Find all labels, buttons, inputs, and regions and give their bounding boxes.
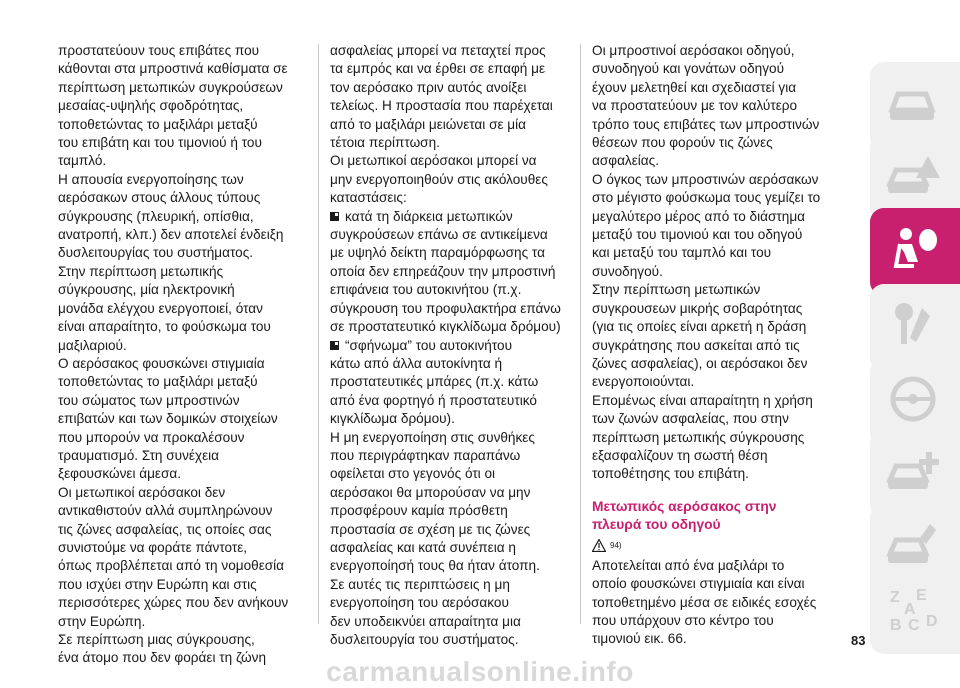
- svg-text:A: A: [904, 601, 916, 618]
- text-line-content: τοποθετώντας το μαξιλάρι μεταξύ: [58, 116, 258, 132]
- text-line: [592, 594, 824, 612]
- text-line: [592, 630, 824, 648]
- svg-text:D: D: [926, 613, 938, 630]
- text-line: [592, 300, 824, 318]
- text-line: [58, 300, 306, 318]
- text-line: [58, 355, 306, 373]
- text-line-content: τελείως. Η προστασία που παρέχεται: [330, 98, 553, 114]
- text-line: [58, 116, 306, 134]
- text-line: [58, 97, 306, 115]
- text-line: [330, 300, 578, 318]
- text-line-content: Σε αυτές τις περιπτώσεις η μη: [330, 576, 510, 592]
- text-line: [592, 208, 824, 226]
- text-line: [58, 79, 306, 97]
- text-line-content: καταστάσεις:: [330, 190, 407, 206]
- text-line-content: έχουν μελετηθεί και σχεδιαστεί για: [592, 79, 797, 95]
- text-line-content: σύγκρουσης, μία ηλεκτρονική: [58, 282, 235, 298]
- text-line-content: συγκρούσεων επάνω σε αντικείμενα: [330, 227, 548, 243]
- text-line: [58, 281, 306, 299]
- text-line-content: τρόπο τους επιβάτες των μπροστινών: [592, 116, 820, 132]
- text-line-content: προστατεύουν τους επιβάτες που: [58, 43, 260, 58]
- text-line: [58, 373, 306, 391]
- text-line: [330, 281, 578, 299]
- text-line: [592, 392, 824, 410]
- text-line-content: “σφήνωμα” του αυτοκινήτου: [345, 337, 513, 353]
- text-line-content: μεγαλύτερο μέρος από το διάστημα: [592, 208, 806, 224]
- text-line-content: Οι μπροστινοί αερόσακοι οδηγού,: [592, 43, 795, 58]
- text-line-content: περίπτωση μετωπικών συγκρούσεων: [58, 79, 283, 95]
- text-line: [592, 42, 824, 60]
- text-line-content: σε προστατευτικό κιγκλίδωμα δρόμου): [330, 319, 561, 335]
- text-line-content: Σε περίπτωση μιας σύγκρουσης,: [58, 632, 255, 647]
- text-line-content: ανατροπή, κλπ.) δεν αποτελεί ένδειξη: [58, 227, 284, 243]
- text-line-content: σύγκρουση του προφυλακτήρα επάνω: [330, 300, 561, 316]
- paragraph-group: [592, 557, 824, 649]
- text-line-content: τις ζώνες ασφαλείας, τις οποίες σας: [58, 521, 272, 537]
- text-line: [58, 521, 306, 539]
- text-line: [330, 465, 578, 483]
- text-line: [58, 263, 306, 281]
- text-line: [58, 244, 306, 262]
- text-line: [592, 134, 824, 152]
- paragraph-group: [592, 42, 824, 484]
- text-line-content: τοποθέτησης του επιβάτη.: [592, 466, 749, 482]
- text-line: [592, 189, 824, 207]
- text-line-content: τα εμπρός και να έρθει σε επαφή με: [330, 61, 546, 77]
- text-line: [58, 429, 306, 447]
- warning-reference: [592, 537, 824, 555]
- text-line: [330, 539, 578, 557]
- airbag-seat-icon: [886, 222, 944, 280]
- svg-text:C: C: [908, 617, 920, 634]
- text-line: [330, 42, 578, 60]
- bullet-square-icon: [330, 212, 339, 221]
- text-line: [592, 244, 824, 262]
- text-line-content: αερόσακοι θα μπορούσαν να μην: [330, 484, 531, 500]
- text-line-content: ενεργοποίηση του αερόσακου: [330, 595, 509, 611]
- text-line-content: όπως προβλέπεται από τη νομοθεσία: [58, 558, 285, 574]
- text-line-content: αντικαθιστούν αλλά συμπληρώνουν: [58, 503, 273, 519]
- tab-index[interactable]: [870, 566, 960, 654]
- text-line-content: κατά τη διάρκεια μετωπικών: [345, 208, 513, 224]
- text-line-content: Επομένως είναι απαραίτητη η χρήση: [592, 392, 813, 408]
- text-line: [330, 429, 578, 447]
- text-line-content: τον αερόσακο πριν αυτός ανοίξει: [330, 79, 527, 95]
- svg-text:B: B: [890, 617, 902, 634]
- text-line-content: επιβατών και των δομικών στοιχείων: [58, 411, 278, 427]
- text-line: [330, 244, 578, 262]
- text-line: [330, 263, 578, 281]
- text-line-content: συγκρουσεων μικρής σοβαρότητας: [592, 300, 803, 316]
- text-line: [330, 502, 578, 520]
- text-line: [58, 465, 306, 483]
- text-line-content: ασφαλείας μπορεί να πεταχτεί προς: [330, 43, 546, 58]
- text-line: [330, 373, 578, 391]
- text-line: [330, 631, 578, 649]
- text-line-content: ταμπλό.: [58, 153, 107, 169]
- text-line-content: Στην περίπτωση μετωπικών: [592, 282, 761, 298]
- text-line: [592, 281, 824, 299]
- text-line-content: θέσεων που φορούν τις ζώνες: [592, 135, 773, 151]
- text-line: [58, 410, 306, 428]
- text-line-content: Η απουσία ενεργοποίησης των: [58, 171, 244, 187]
- text-line: [58, 392, 306, 410]
- text-line-content: από το μαξιλάρι μειώνεται σε μία: [330, 116, 527, 132]
- text-line: [330, 226, 578, 244]
- text-line: [592, 557, 824, 575]
- text-line: [330, 152, 578, 170]
- text-line-content: μονάδα ελέγχου ενεργοποιεί, όταν: [58, 300, 263, 316]
- bullet-item-2: [330, 337, 578, 429]
- steering-wheel-icon: [886, 372, 940, 426]
- text-line: [58, 539, 306, 557]
- text-line: [330, 97, 578, 115]
- column-divider: [318, 44, 319, 624]
- text-line-content: τοποθετημένο μέσα σε ειδικές εσοχές: [592, 594, 817, 610]
- text-line-content: προστατευτικές μπάρες (π.χ. κάτω: [330, 374, 539, 390]
- text-line: [58, 60, 306, 78]
- text-line: [592, 429, 824, 447]
- text-line-content: των ζωνών ασφαλείας, που στην: [592, 411, 789, 427]
- text-line: [330, 60, 578, 78]
- text-line-content: στο μέγιστο φούσκωμα τους γεμίζει το: [592, 190, 821, 206]
- text-line: [592, 226, 824, 244]
- text-line-content: (για τις οποίες είναι αρκετή η δράση: [592, 319, 807, 335]
- car-service-icon: [886, 444, 940, 498]
- text-line: [330, 447, 578, 465]
- text-line-content: συνοδηγού.: [592, 263, 663, 279]
- text-line: [330, 484, 578, 502]
- paragraph-group: [330, 42, 578, 208]
- text-line: [58, 502, 306, 520]
- text-line-content: οποία δεν επηρεάζουν την μπροστινή: [330, 263, 556, 279]
- text-line-content: κάθονται στα μπροστινά καθίσματα σε: [58, 61, 288, 77]
- text-line-content: να προστατεύουν με τον καλύτερο: [592, 98, 798, 114]
- section-heading: [592, 498, 824, 534]
- text-line: [330, 208, 578, 226]
- text-line: [58, 594, 306, 612]
- text-line-content: εξασφαλίζουν τη σωστή θέση: [592, 447, 768, 463]
- text-line: [592, 447, 824, 465]
- bullet-item-1: [330, 208, 578, 337]
- text-line: [58, 337, 306, 355]
- text-line: [592, 97, 824, 115]
- text-line-content: ξεφουσκώνει άμεσα.: [58, 466, 182, 482]
- text-line: [592, 337, 824, 355]
- text-line-content: που ισχύει στην Ευρώπη και στις: [58, 576, 257, 592]
- text-line-content: ζώνες ασφαλείας), οι αερόσακοι δεν: [592, 355, 808, 371]
- text-line: [330, 337, 578, 355]
- text-column-3: [592, 42, 824, 649]
- text-line-content: τιμονιού εικ. 66.: [592, 631, 687, 647]
- text-line: [330, 318, 578, 336]
- text-line: [592, 60, 824, 78]
- text-line-content: μεταξύ του τιμονιού και του οδηγού: [592, 227, 803, 243]
- text-line-content: δυσλειτουργίας του συστήματος.: [58, 245, 254, 261]
- text-line-content: Ο αερόσακος φουσκώνει στιγμιαία: [58, 355, 265, 371]
- section-heading-line: Μετωπικός αερόσακος στην: [592, 498, 777, 514]
- text-line-content: που περιγράφτηκαν παραπάνω: [330, 447, 521, 463]
- text-line-content: είναι απαραίτητο, το φούσκωμα του: [58, 319, 271, 335]
- text-line-content: επιφάνεια του αυτοκινήτου (π.χ.: [330, 282, 522, 298]
- text-line-content: Οι μετωπικοί αερόσακοι δεν: [58, 484, 226, 500]
- text-line: [58, 189, 306, 207]
- text-line-content: τραυματισμό. Στη συνέχεια: [58, 447, 220, 463]
- text-line-content: προστασία σε σχέση με τις ζώνες: [330, 521, 531, 537]
- text-line-content: μαξιλαριού.: [58, 337, 127, 353]
- text-column-2: [330, 42, 578, 649]
- text-line-content: του σώματος των μπροστινών: [58, 392, 240, 408]
- text-line: [592, 373, 824, 391]
- text-line-content: δεν υποδεικνύει απαραίτητα μια: [330, 613, 521, 629]
- text-line: [58, 557, 306, 575]
- text-line-content: περισσότερες χώρες που δεν ανήκουν: [58, 595, 289, 611]
- text-line-content: δυσλειτουργία του συστήματος.: [330, 632, 519, 647]
- text-line-content: Οι μετωπικοί αερόσακοι μπορεί να: [330, 153, 537, 169]
- text-line-content: τέτοια περίπτωση.: [330, 135, 440, 151]
- text-line: [330, 557, 578, 575]
- text-line: [58, 134, 306, 152]
- text-line-content: με υψηλό δείκτη παραμόρφωσης τα: [330, 245, 545, 261]
- text-line: [330, 410, 578, 428]
- text-line-content: αερόσακων στους άλλους τύπους: [58, 190, 261, 206]
- text-line-content: του επιβάτη και του τιμονιού ή του: [58, 135, 262, 151]
- text-line-content: ενεργοποιούνται.: [592, 374, 695, 390]
- text-line-content: κάτω από άλλα αυτοκίνητα ή: [330, 355, 503, 371]
- text-line-content: από ένα φορτηγό ή προστατευτικό: [330, 392, 537, 408]
- tab-safety[interactable]: [870, 208, 960, 296]
- text-line-content: ενεργοποίησή τους θα ήταν άτοπη.: [330, 558, 540, 574]
- svg-text:Z: Z: [890, 589, 900, 606]
- text-line: [592, 575, 824, 593]
- text-line-content: κιγκλίδωμα δρόμου).: [330, 411, 455, 427]
- text-line: [592, 355, 824, 373]
- section-heading-line: πλευρά του οδηγού: [592, 516, 721, 532]
- text-line-content: περίπτωση μετωπικής σύγκρουσης: [592, 429, 805, 445]
- alphabet-index-icon: [886, 580, 944, 638]
- text-line: [330, 79, 578, 97]
- text-line-content: σύγκρουσης (πλευρική, οπίσθια,: [58, 208, 254, 224]
- text-line: [330, 521, 578, 539]
- text-line-content: Ο όγκος των μπροστινών αερόσακων: [592, 171, 819, 187]
- text-line-content: συνιστούμε να φοράτε πάντοτε,: [58, 539, 248, 555]
- text-line-content: Η μη ενεργοποίηση στις συνθήκες: [330, 429, 535, 445]
- text-line: [330, 171, 578, 189]
- text-line: [330, 613, 578, 631]
- text-column-1: [58, 42, 306, 668]
- text-line: [330, 189, 578, 207]
- text-line: [592, 318, 824, 336]
- text-line-content: οφείλεται στο γεγονός ότι οι: [330, 466, 496, 482]
- text-line: [330, 594, 578, 612]
- text-line: [58, 208, 306, 226]
- text-line-content: που μπορούν να προκαλέσουν: [58, 429, 245, 445]
- text-line: [330, 355, 578, 373]
- text-line: [58, 42, 306, 60]
- text-line: [58, 152, 306, 170]
- text-line: [58, 576, 306, 594]
- text-line: [592, 171, 824, 189]
- car-warning-icon: [886, 148, 940, 202]
- warning-triangle-icon: [592, 539, 606, 552]
- text-line: [58, 226, 306, 244]
- text-line: [592, 263, 824, 281]
- text-line: [592, 152, 824, 170]
- text-line: [592, 465, 824, 483]
- car-key-icon: [886, 298, 940, 352]
- page-number: 83: [851, 633, 866, 648]
- text-line-content: που υπάρχουν στο κέντρο του: [592, 612, 774, 628]
- text-line: [58, 613, 306, 631]
- watermark: carmanualsonline.info: [326, 656, 634, 687]
- column-divider: [580, 44, 581, 624]
- text-line: [330, 392, 578, 410]
- text-line-content: τοποθετώντας το μαξιλάρι μεταξύ: [58, 374, 258, 390]
- text-line: [592, 410, 824, 428]
- text-line-content: οποίο φουσκώνει στιγμιαία και είναι: [592, 576, 805, 592]
- svg-text:E: E: [916, 587, 927, 604]
- text-line-content: Στην περίπτωση μετωπικής: [58, 263, 224, 279]
- text-line-content: μεσαίας-υψηλής σφοδρότητας,: [58, 98, 244, 114]
- text-line: [330, 576, 578, 594]
- text-line: [58, 447, 306, 465]
- car-dashboard-icon: [886, 76, 940, 130]
- text-line: [58, 171, 306, 189]
- car-tools-icon: [886, 518, 940, 572]
- text-line-content: συνοδηγού και γονάτων οδηγού: [592, 61, 785, 77]
- text-line-content: και μεταξύ του ταμπλό και του: [592, 245, 772, 261]
- text-line-content: ασφαλείας και κατά συνέπεια η: [330, 539, 516, 555]
- text-line: [330, 116, 578, 134]
- text-line: [58, 318, 306, 336]
- text-line-content: Αποτελείται από ένα μαξιλάρι το: [592, 557, 785, 573]
- warning-note-number: 94): [610, 540, 622, 550]
- text-line-content: συγκράτησης που ασκείται από τις: [592, 337, 800, 353]
- text-line-content: ασφαλείας.: [592, 153, 659, 169]
- text-line-content: προσφέρουν καμία πρόσθετη: [330, 503, 508, 519]
- paragraph-group: [330, 429, 578, 650]
- text-line: [592, 612, 824, 630]
- text-line: [592, 116, 824, 134]
- text-line: [58, 631, 306, 649]
- text-line-content: ένα άτομο που δεν φοράει τη ζώνη: [58, 650, 267, 666]
- text-line: [58, 484, 306, 502]
- text-line-content: μην ενεργοποιηθούν στις ακόλουθες: [330, 171, 548, 187]
- text-line-content: στην Ευρώπη.: [58, 613, 146, 629]
- bullet-square-icon: [330, 341, 339, 350]
- text-line: [592, 79, 824, 97]
- text-line: [330, 134, 578, 152]
